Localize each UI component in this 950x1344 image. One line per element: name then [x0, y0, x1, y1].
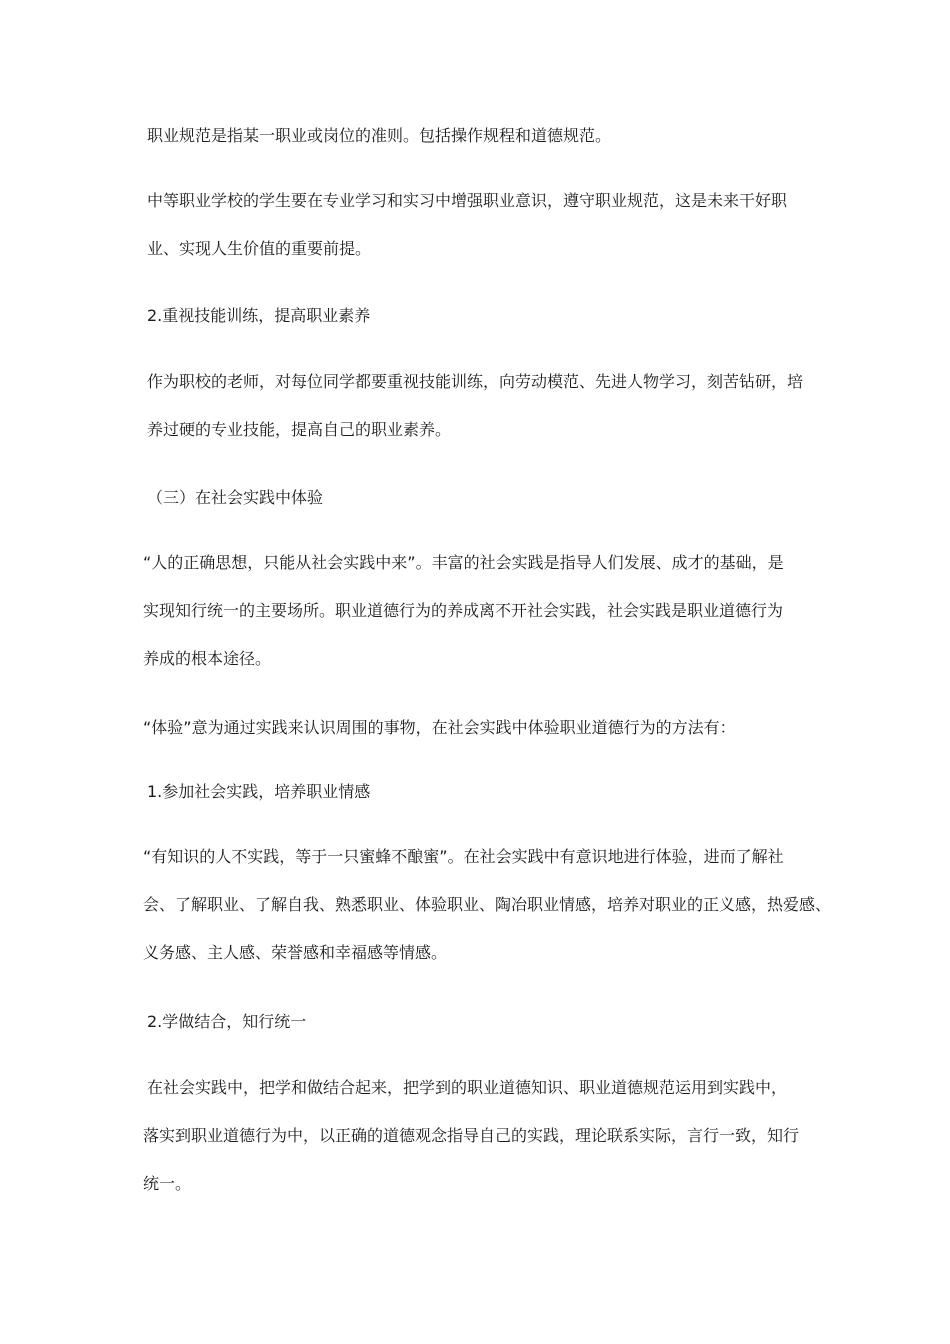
paragraph-teacher-skill-training	[147, 358, 819, 454]
text-line: 义务感、主人感、荣誉感和幸福感等情感。	[143, 943, 448, 962]
text-line: “体验”意为通过实践来认识周围的事物，在社会实践中体验职业道德行为的方法有：	[143, 718, 736, 737]
text-line: 实现知行统一的主要场所。职业道德行为的养成离不开社会实践，社会实践是职业道德行为	[143, 601, 784, 620]
heading-learn-and-do	[147, 998, 819, 1046]
text-line: 会、了解职业、了解自我、熟悉职业、体验职业、陶冶职业情感，培养对职业的正义感，热爱感、	[143, 895, 832, 914]
heading-join-social-practice	[147, 768, 819, 816]
text-line: 职业规范是指某一职业或岗位的准则。包括操作规程和道德规范。	[147, 126, 612, 145]
text-line: 1.参加社会实践，培养职业情感	[147, 782, 371, 801]
text-line: 2.重视技能训练，提高职业素养	[147, 306, 371, 325]
text-line: 作为职校的老师，对每位同学都要重视技能训练，向劳动模范、先进人物学习，刻苦钻研，培	[147, 372, 804, 391]
paragraph-bee-quote	[143, 833, 832, 977]
text-line: 2.学做结合，知行统一	[147, 1012, 307, 1031]
text-line: 在社会实践中，把学和做结合起来，把学到的职业道德知识、职业道德规范运用到实践中，	[147, 1078, 788, 1097]
paragraph-correct-thinking-quote	[143, 539, 815, 683]
text-line: “有知识的人不实践，等于一只蜜蜂不酿蜜”。在社会实践中有意识地进行体验，进而了解社	[143, 847, 784, 866]
text-line: “人的正确思想，只能从社会实践中来”。丰富的社会实践是指导人们发展、成才的基础，是	[143, 553, 784, 572]
text-line: 养成的根本途径。	[143, 649, 272, 668]
paragraph-professional-norms-definition	[147, 112, 819, 160]
paragraph-learn-and-do	[143, 1064, 819, 1208]
text-line: 业、实现人生价值的重要前提。	[147, 239, 372, 258]
paragraph-students-norms	[147, 177, 819, 273]
text-line: 中等职业学校的学生要在专业学习和实习中增强职业意识，遵守职业规范，这是未来干好职	[147, 191, 788, 210]
heading-skill-training	[147, 292, 819, 340]
heading-social-practice	[147, 474, 819, 522]
text-line: 统一。	[143, 1174, 192, 1193]
text-line: 落实到职业道德行为中，以正确的道德观念指导自己的实践，理论联系实际，言行一致，知行	[143, 1126, 800, 1145]
text-line: 养过硬的专业技能，提高自己的职业素养。	[147, 420, 452, 439]
paragraph-experience-definition	[143, 704, 815, 752]
text-line: （三）在社会实践中体验	[147, 488, 324, 507]
